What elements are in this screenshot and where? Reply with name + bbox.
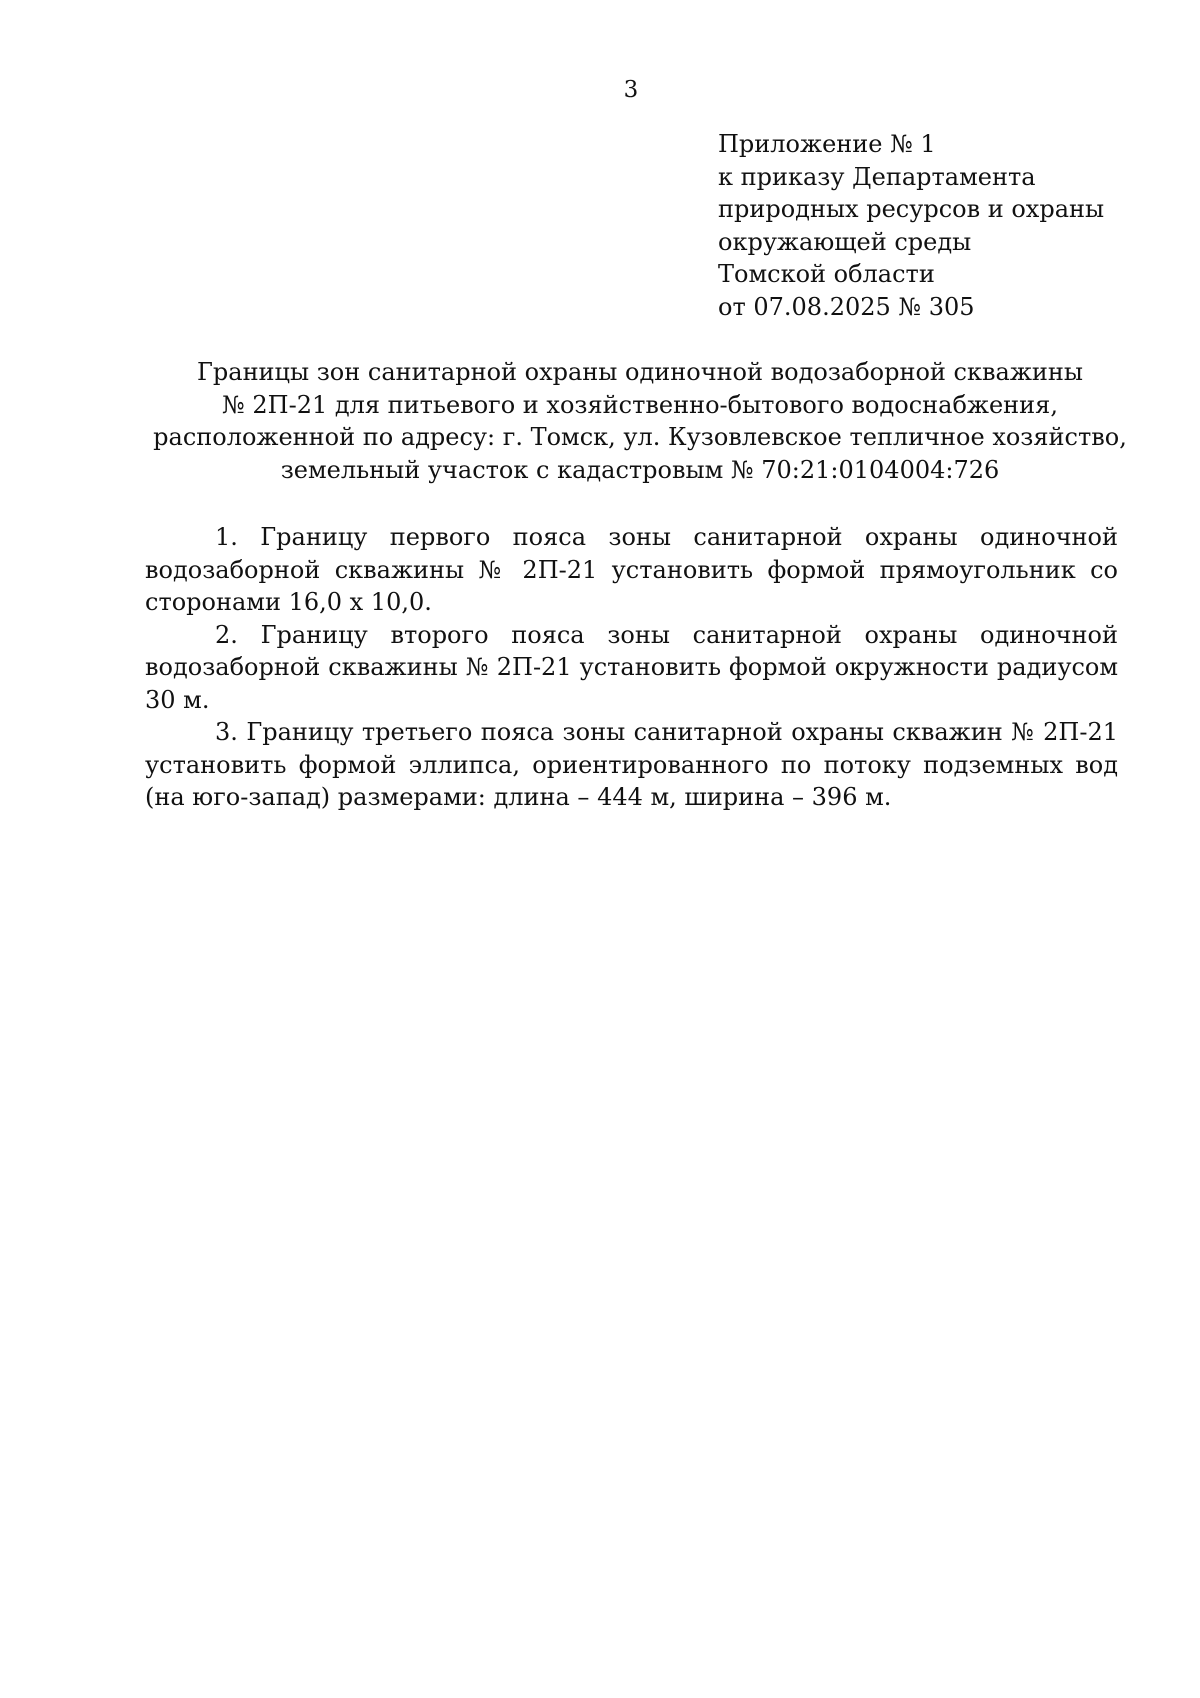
appendix-header	[718, 128, 1178, 323]
paragraph-second-zone: 2. Границу второго пояса зоны санитарной охраны одиночной водозаборной скважины № 2П-21 установить формой окружности радиусом 30 м.	[145, 620, 1118, 714]
appendix-line: природных ресурсов и охраны	[718, 195, 1105, 223]
appendix-line: к приказу Департамента	[718, 162, 1036, 191]
title-line: Границы зон санитарной охраны одиночной водозаборной скважины	[197, 358, 1083, 386]
title-line: № 2П-21 для питьевого и хозяйственно-бытового водоснабжения,	[222, 390, 1058, 419]
title-line: земельный участок с кадастровым № 70:21:0104004:726	[280, 455, 1000, 484]
paragraph-third-zone: 3. Границу третьего пояса зоны санитарной охраны скважин № 2П-21 установить формой эллипса, ориентированного по потоку подземных вод (на юго-запад) размерами: длина – 444 м, ширина – 396 м.	[145, 718, 1118, 811]
page-number: 3	[623, 77, 639, 103]
paragraph-first-zone: 1. Границу первого пояса зоны санитарной охраны одиночной водозаборной скважины № 2П-21 установить формой прямоугольник со сторонами 16,0 х 10,0.	[145, 523, 1118, 616]
title-line: расположенной по адресу: г. Томск, ул. Кузовлевское тепличное хозяйство,	[153, 423, 1127, 451]
appendix-line: Приложение № 1	[718, 130, 936, 158]
document-title	[140, 356, 1140, 486]
appendix-line: окружающей среды	[718, 227, 972, 256]
appendix-line: Томской области	[718, 260, 935, 288]
document-body	[145, 521, 1118, 814]
appendix-line: от 07.08.2025 № 305	[718, 292, 975, 321]
